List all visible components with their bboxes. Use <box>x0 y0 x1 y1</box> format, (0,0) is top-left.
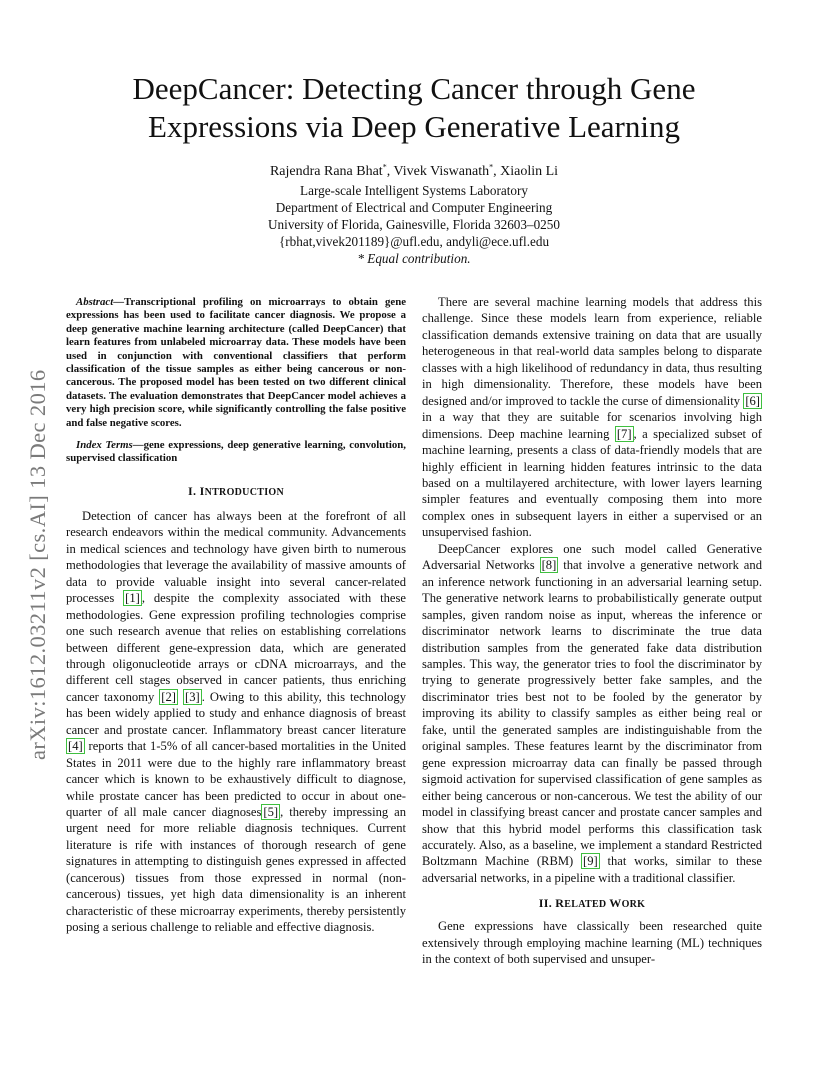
citation-link[interactable]: [4] <box>68 739 83 754</box>
citation-link[interactable]: [1] <box>125 591 140 606</box>
index-terms-label: Index Terms <box>76 439 133 452</box>
author-3: Xiaolin Li <box>500 164 559 179</box>
affiliation-university: University of Florida, Gainesville, Florida 32603–0250 <box>268 217 560 232</box>
abstract <box>66 296 406 430</box>
arxiv-identifier: arXiv:1612.03211v2 [cs.AI] 13 Dec 2016 <box>25 369 50 760</box>
author-block <box>160 163 668 267</box>
citation-link[interactable]: [8] <box>541 558 557 573</box>
citation-link[interactable]: [5] <box>263 805 279 820</box>
paragraph-ml-models: There are several machine learning models that address this challenge. Since these models learn from experience, reliable classification demands extensive training on data that are usually heterogeneous in that real-world data samples belong to disparate classes with a high likelihood of redundancy in data, thus resulting in high dimensionality. Therefore, these models have been designed and/or improved to tackle the curse of dimensionality [6] in a way that they are suitable for scenarios involving high dimensions. Deep machine learning [7] , a specialized subset of machine learning, presents a class of data-friendly models that are highly efficient in learning hidden features intrinsic to the data based on a multilayered architecture, with lower layers learning simpler features and eventually composing them into more complex ones in subsequent layers in either a supervised or an unsupervised fashion. <box>422 295 763 540</box>
equal-contribution-mark: * <box>382 162 387 172</box>
equal-contribution-mark: * <box>489 162 494 172</box>
index-terms <box>66 439 406 466</box>
introduction-paragraph: Detection of cancer has always been at the forefront of all research endeavors within the medical community. Advancements in medical sciences and technology have given birth to numerous methodologies that leverage the availability of massive amounts of data to provide valuable insight into several cancer-related processes [1] , despite the complexity associated with these methodologies. Gene expression profiling technologies comprise one such research avenue that relies on establishing correlations between different gene-expression data, which are generated through oligonucleotide arrays or cDNA microarrays, and the different cell stages observed in cancer patients, thus enriching cancer taxonomy [2] [3] . Owing to this ability, this technology has been widely applied to study and enhance diagnosis of breast cancer and prostate cancer. Inflammatory breast cancer literature [4] reports that 1-5% of all cancer-based mortalities in the United States in 2011 were due to the highly rare inflammatory breast cancer which is known to be exhaustively difficult to diagnose, while prostate cancer has been predicted to occur in about one-quarter of all male cancer diagnoses [5] , thereby impressing an urgent need for more reliable diagnosis techniques. Current literature is rife with instances of thorough research of gene signatures in attempting to distinguish genes expressed in affected (cancerous) tissues from those expressed in normal (non-cancerous) tissues, yet high data dimensionality is an inherent characteristic of these microarray experiments, thereby persistently posing a serious challenge to reliable and effective diagnosis. <box>66 508 407 935</box>
affiliation-department: Department of Electrical and Computer Engineering <box>275 200 553 215</box>
abstract-label: Abstract <box>76 296 114 308</box>
related-work-paragraph: Gene expressions have classically been researched quite extensively through employing machine learning (ML) techniques in the context of both supervised and unsuper- <box>422 919 762 967</box>
section-heading-introduction: I. INTRODUCTION <box>188 483 284 498</box>
right-column <box>422 294 762 968</box>
title-line-1: DeepCancer: Detecting Cancer through Gene <box>132 71 696 106</box>
author-2: Vivek Viswanath <box>393 164 490 179</box>
citation-link[interactable]: [3] <box>185 689 200 704</box>
abstract-text: —Transcriptional profiling on microarrays to obtain gene expressions has been used to facilitate cancer diagnosis. We propose a deep generative machine learning architecture (called DeepCancer) that learn features from unlabeled microarray data. These models have been used in conjunction with conventional classifiers that perform classification of the tissue samples as either being cancerous or non-cancerous. The proposed model has been tested on two different clinical datasets. The evaluation demonstrates that DeepCancer model achieves a very high precision score, while significantly controlling the false positive and false negative scores. <box>66 296 406 429</box>
affiliation-lab: Large-scale Intelligent Systems Laboratory <box>300 183 528 198</box>
title-line-2: Expressions via Deep Generative Learning <box>148 109 680 144</box>
author-1: Rajendra Rana Bhat <box>269 164 383 179</box>
citation-link[interactable]: [2] <box>161 689 176 704</box>
equal-contribution-note: * Equal contribution. <box>357 251 471 266</box>
section-heading-related-work: II. RELATED WORK <box>538 896 646 911</box>
author-names: Rajendra Rana Bhat*, Vivek Viswanath*, Xiaolin Li <box>269 162 559 179</box>
citation-link[interactable]: [9] <box>583 854 598 869</box>
author-emails: {rbhat,vivek201189}@ufl.edu, andyli@ece.ufl.edu <box>278 234 550 249</box>
citation-link[interactable]: [6] <box>745 393 760 408</box>
index-terms-text: —gene expressions, deep generative learning, convolution, supervised classification <box>66 439 406 465</box>
paper-title <box>60 70 768 146</box>
citation-link[interactable]: [7] <box>616 426 632 441</box>
left-column <box>66 294 406 936</box>
paragraph-deepcancer: DeepCancer explores one such model called Generative Adversarial Networks [8] that involve a generative network and an inference network functioning in an adversarial learning setup. The generative network learns to probabilistically generate output samples, given random noise as input, whereas the inference or discriminator network learns to discriminate the true data distribution samples from the generated fake data distribution samples. This way, the generator tries to fool the discriminator by trying to generate progressively better fake samples, and the discriminator tries best not to be fooled by the generator by improving its ability to classify samples as either being real or fake, until the generated samples are indistinguishable from the original samples. These features learnt by the discriminator from gene expression microarray data can finally be passed through sigmoid activation for supervised classification of gene samples as either being cancerous or non-cancerous. We test the ability of our model in classifying breast cancer and prostate cancer samples and show that this hybrid model performs this classification task accurately. Also, as a baseline, we implement a standard Restricted Boltzmann Machine (RBM) [9] that works, similar to these adversarial networks, in a pipeline with a traditional classifier. <box>422 541 762 885</box>
